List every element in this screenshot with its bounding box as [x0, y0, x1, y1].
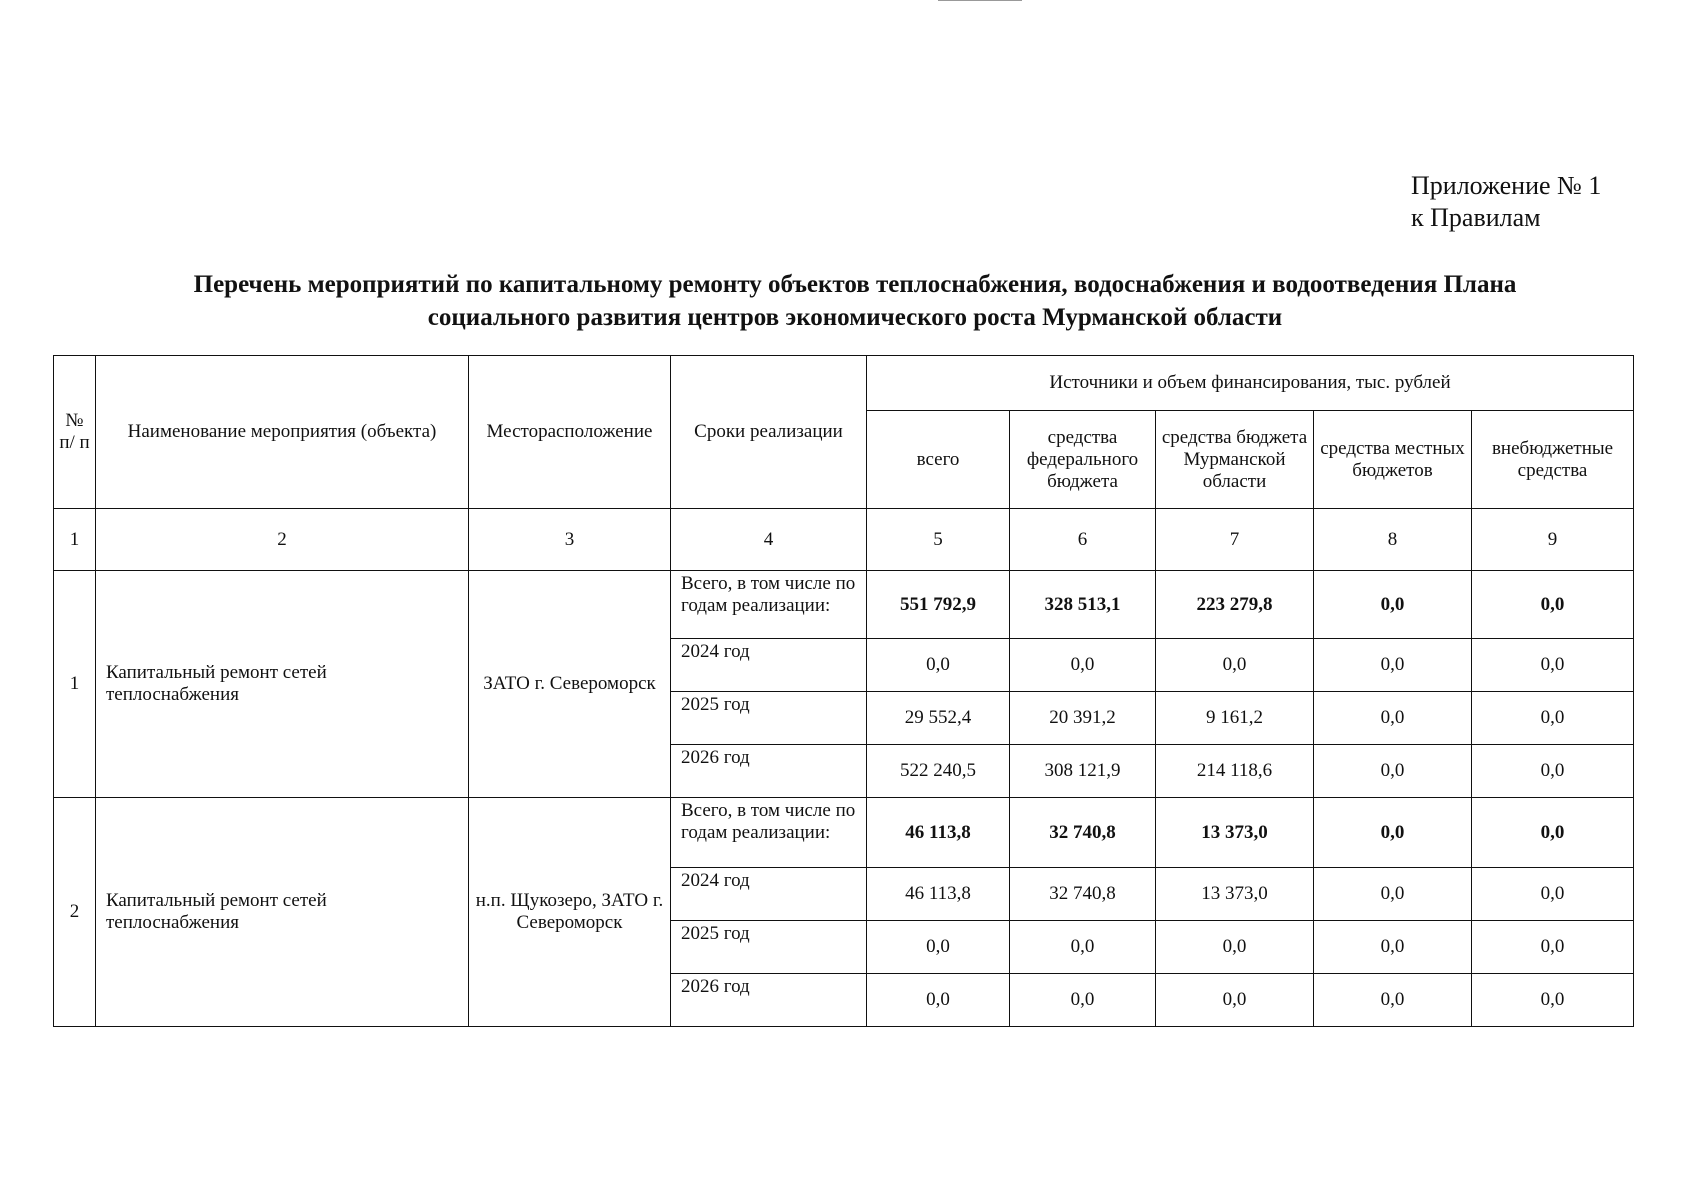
- value-total: 0,0: [867, 639, 1010, 692]
- value-local: 0,0: [1314, 692, 1472, 745]
- value-local: 0,0: [1314, 571, 1472, 639]
- header-row-1: [54, 356, 1634, 411]
- header-location: Месторасположение: [469, 356, 671, 509]
- header-term: Сроки реализации: [671, 356, 867, 509]
- header-name: Наименование мероприятия (объекта): [96, 356, 469, 509]
- row-period-label: 2026 год: [671, 745, 867, 798]
- column-number: 2: [96, 509, 469, 571]
- row-num: 1: [54, 571, 96, 798]
- measures-table: [53, 355, 1634, 1027]
- column-number: 8: [1314, 509, 1472, 571]
- row-period-label: Всего, в том числе по годам реализации:: [671, 798, 867, 868]
- value-federal: 328 513,1: [1010, 571, 1156, 639]
- value-local: 0,0: [1314, 745, 1472, 798]
- value-local: 0,0: [1314, 639, 1472, 692]
- value-regional: 0,0: [1156, 974, 1314, 1027]
- value-offbudget: 0,0: [1472, 745, 1634, 798]
- value-offbudget: 0,0: [1472, 692, 1634, 745]
- column-number: 6: [1010, 509, 1156, 571]
- header-regional: средства бюджета Мурманской области: [1156, 411, 1314, 509]
- row-name: Капитальный ремонт сетей теплоснабжения: [96, 571, 469, 798]
- value-federal: 0,0: [1010, 639, 1156, 692]
- value-offbudget: 0,0: [1472, 571, 1634, 639]
- object-group-2: [54, 798, 1634, 1027]
- row-period-label: 2025 год: [671, 692, 867, 745]
- row-period-label: 2024 год: [671, 868, 867, 921]
- value-regional: 9 161,2: [1156, 692, 1314, 745]
- row-name: Капитальный ремонт сетей теплоснабжения: [96, 798, 469, 1027]
- row-location: н.п. Щукозеро, ЗАТО г. Североморск: [469, 798, 671, 1027]
- value-total: 551 792,9: [867, 571, 1010, 639]
- value-regional: 0,0: [1156, 639, 1314, 692]
- appendix-line-1: Приложение № 1: [1411, 171, 1602, 200]
- value-local: 0,0: [1314, 921, 1472, 974]
- value-offbudget: 0,0: [1472, 798, 1634, 868]
- header-total: всего: [867, 411, 1010, 509]
- header-num: № п/ п: [54, 356, 96, 509]
- value-regional: 13 373,0: [1156, 868, 1314, 921]
- column-number: 9: [1472, 509, 1634, 571]
- value-local: 0,0: [1314, 974, 1472, 1027]
- value-offbudget: 0,0: [1472, 868, 1634, 921]
- value-total: 46 113,8: [867, 868, 1010, 921]
- table-row: [54, 798, 1634, 868]
- table-row: [54, 571, 1634, 639]
- row-period-label: 2024 год: [671, 639, 867, 692]
- value-federal: 0,0: [1010, 974, 1156, 1027]
- column-number: 4: [671, 509, 867, 571]
- value-local: 0,0: [1314, 798, 1472, 868]
- appendix-line-2: к Правилам: [1411, 203, 1541, 232]
- value-regional: 0,0: [1156, 921, 1314, 974]
- column-number: 5: [867, 509, 1010, 571]
- value-regional: 13 373,0: [1156, 798, 1314, 868]
- value-federal: 0,0: [1010, 921, 1156, 974]
- row-num: 2: [54, 798, 96, 1027]
- value-regional: 223 279,8: [1156, 571, 1314, 639]
- title-line-2: социального развития центров экономического роста Мурманской области: [427, 304, 1283, 331]
- title-line-1: Перечень мероприятий по капитальному ремонту объектов теплоснабжения, водоснабжения и водоотведения Плана: [193, 271, 1517, 298]
- appendix-note: [1411, 170, 1601, 234]
- header-local: средства местных бюджетов: [1314, 411, 1472, 509]
- table-header: [54, 356, 1634, 571]
- header-federal: средства федерального бюджета: [1010, 411, 1156, 509]
- value-offbudget: 0,0: [1472, 639, 1634, 692]
- row-period-label: 2026 год: [671, 974, 867, 1027]
- value-regional: 214 118,6: [1156, 745, 1314, 798]
- row-location: ЗАТО г. Североморск: [469, 571, 671, 798]
- row-period-label: 2025 год: [671, 921, 867, 974]
- header-offbudget: внебюджетные средства: [1472, 411, 1634, 509]
- column-number-row: [54, 509, 1634, 571]
- value-offbudget: 0,0: [1472, 921, 1634, 974]
- scan-mark: [938, 0, 1022, 1]
- value-total: 46 113,8: [867, 798, 1010, 868]
- row-period-label: Всего, в том числе по годам реализации:: [671, 571, 867, 639]
- document-title: [60, 268, 1650, 334]
- value-total: 29 552,4: [867, 692, 1010, 745]
- value-total: 522 240,5: [867, 745, 1010, 798]
- value-offbudget: 0,0: [1472, 974, 1634, 1027]
- header-financing: Источники и объем финансирования, тыс. рублей: [867, 356, 1634, 411]
- value-total: 0,0: [867, 921, 1010, 974]
- column-number: 7: [1156, 509, 1314, 571]
- object-group-1: [54, 571, 1634, 798]
- value-local: 0,0: [1314, 868, 1472, 921]
- value-total: 0,0: [867, 974, 1010, 1027]
- value-federal: 308 121,9: [1010, 745, 1156, 798]
- column-number: 3: [469, 509, 671, 571]
- value-federal: 20 391,2: [1010, 692, 1156, 745]
- column-number: 1: [54, 509, 96, 571]
- value-federal: 32 740,8: [1010, 798, 1156, 868]
- value-federal: 32 740,8: [1010, 868, 1156, 921]
